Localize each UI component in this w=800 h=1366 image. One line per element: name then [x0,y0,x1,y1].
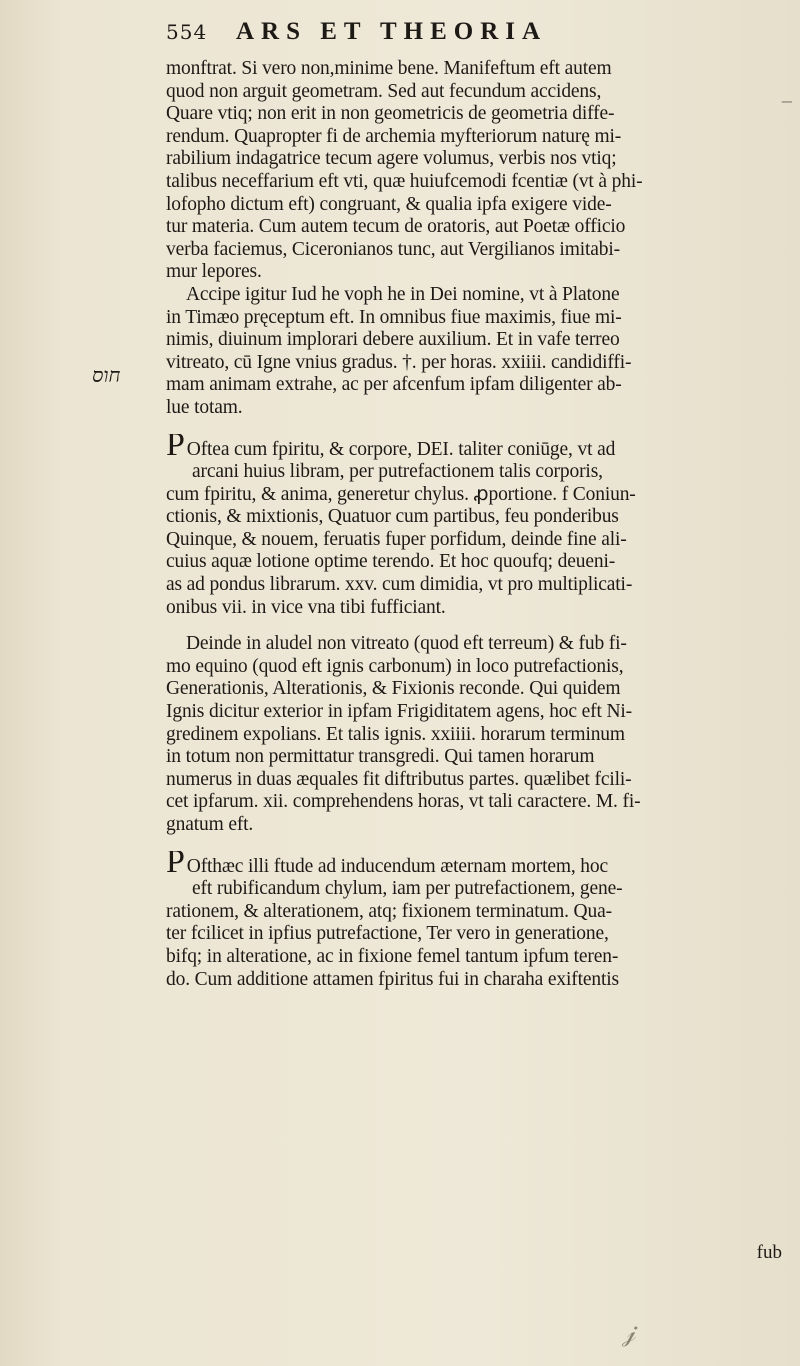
text-line: mo equino (quod eft ignis carbonum) in loco putrefactionis, [166,655,624,677]
paragraph-3 [166,434,786,620]
text-line: talibus neceffarium eft vti, quæ huiufcemodi fcentiæ (vt à phi- [166,170,643,192]
running-title: ARS ET THEORIA [236,18,548,45]
text-line: tur materia. Cum autem tecum de oratoris, aut Poetæ officio [166,216,626,238]
catchword: fub [756,1242,782,1263]
text-line [166,851,786,879]
text-line: vitreato, cū Igne vnius gradus. †. per horas. xxiiii. candidiffi- [166,351,632,373]
text-line: Ignis dicitur exterior in ipfam Frigiditatem agens, hoc eft Ni- [166,701,633,723]
text-line: mam animam extrahe, ac per afcenfum ipfam diligenter ab- [166,374,622,396]
text-line: eft rubificandum chylum, iam per putrefactionem, gene- [192,878,623,900]
text-line-content: Ofthæc illi ftude ad inducendum æternam mortem, hoc [186,855,609,877]
text-line: rabilium indagatrice tecum agere volumus, verbis nos vtiq; [166,148,617,170]
text-line: numerus in duas æquales fit diftributus partes. quælibet fcili- [166,768,632,790]
text-line: Generationis, Alterationis, & Fixionis reconde. Qui quidem [166,678,621,700]
text-line: in totum non permittatur transgredi. Qui tamen horarum [166,746,595,768]
text-line: gnatum eft. [166,814,254,835]
text-line: bifq; in alteratione, ac in fixione femel tantum ipfum teren- [166,945,619,967]
text-line: ter fcilicet in ipfius putrefactione, Ter vero in generatione, [166,923,609,945]
text-line-content: Oftea cum fpiritu, & corpore, DEI. taliter coniūge, vt ad [186,438,616,460]
drop-cap: P [166,433,185,462]
text-line: Quare vtiq; non erit in non geometricis de geometria diffe- [166,103,615,125]
paragraph-5 [166,851,786,992]
text-line: Deinde in aludel non vitreato (quod eft terreum) & fub fi- [186,633,627,655]
drop-cap: P [166,850,185,879]
body-text [166,58,786,991]
text-line: rationem, & alterationem, atq; fixionem terminatum. Qua- [166,900,612,922]
text-line: arcani huius libram, per putrefactionem talis corporis, [192,461,603,483]
text-line: cet ipfarum. xii. comprehendens horas, vt tali caractere. M. fi- [166,791,641,813]
text-line: verba faciemus, Ciceronianos tunc, aut Vergilianos imitabi- [166,238,620,260]
margin-note-hebrew: חוס [92,365,121,387]
text-line: Quinque, & nouem, feruatis fuper porfidum, deinde fine ali- [166,528,627,550]
paragraph-2 [166,284,786,420]
text-line: nimis, diuinum implorari debere auxilium. Et in vafe terreo [166,329,620,351]
text-line: monftrat. Si vero non,minime bene. Manifeftum eft autem [166,58,612,79]
paragraph-1 [166,58,786,284]
text-line: Accipe igitur Iud he voph he in Dei nomine, vt à Platone [186,283,620,305]
text-line: mur lepores. [166,261,262,283]
text-line: in Timæo pręceptum eft. In omnibus fiue maximis, fiue mi- [166,306,622,328]
text-line: cum fpiritu, & anima, generetur chylus. ꝓportione. f Coniun- [166,483,636,505]
text-line: cuius aquæ lotione optime terendo. Et hoc quoufq; deueni- [166,551,616,573]
text-line: onibus vii. in vice vna tibi fufficiant. [166,596,446,618]
text-line: ctionis, & mixtionis, Quatuor cum partibus, feu ponderibus [166,506,619,528]
margin-mark: ⁻ [780,92,794,121]
text-line: as ad pondus librarum. xxv. cum dimidia, vt pro multiplicati- [166,574,633,596]
paragraph-4 [166,633,786,836]
page-header [166,18,626,52]
text-line: lofopho dictum eft) congruant, & qualia ipfa exigere vide- [166,193,612,215]
margin-mark: 𝒿 [622,1318,637,1347]
text-line: quod non arguit geometram. Sed aut fecundum accidens, [166,80,602,102]
page-number: 554 [166,20,208,44]
text-line: lue totam. [166,396,243,418]
text-line: rendum. Quapropter fi de archemia myfteriorum naturę mi- [166,125,622,147]
text-line [166,434,786,462]
text-line: do. Cum additione attamen fpiritus fui in charaha exiftentis [166,968,619,990]
text-line: gredinem expolians. Et talis ignis. xxiiii. horarum terminum [166,723,625,745]
